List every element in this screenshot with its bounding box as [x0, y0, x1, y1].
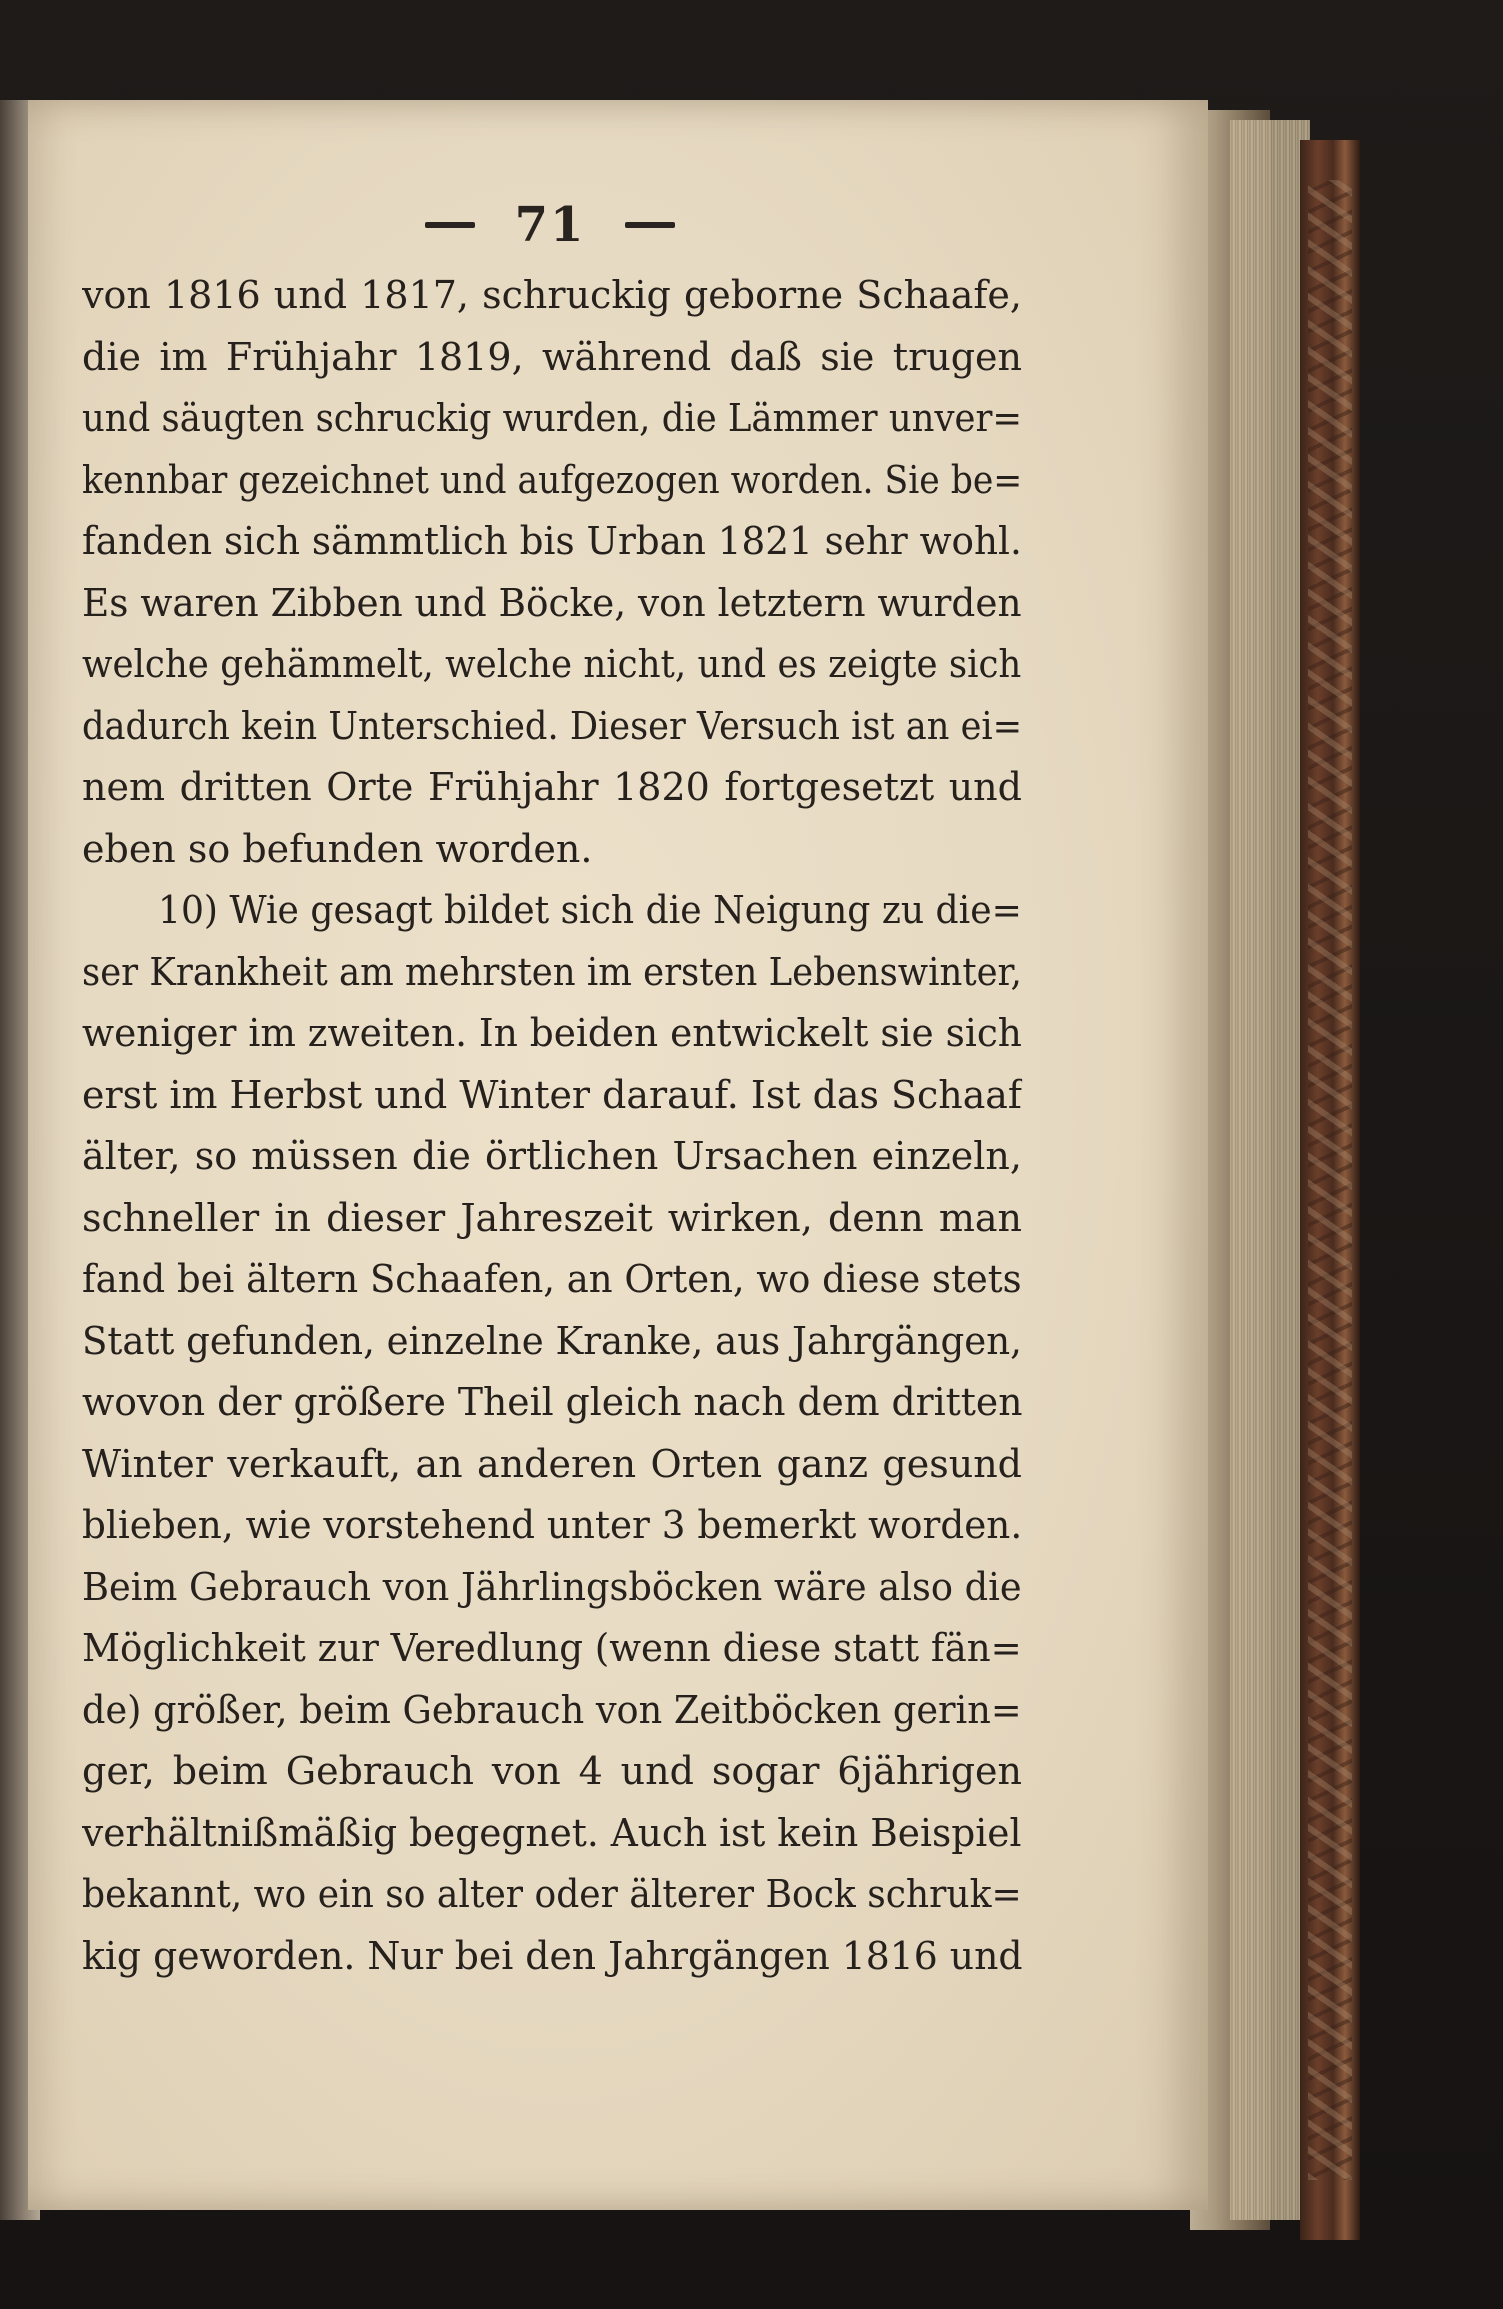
- text-line: Möglichkeit zur Veredlung (wenn diese statt fän=: [82, 1626, 1022, 1670]
- text-line: kennbar gezeichnet und aufgezogen worden. Sie be=: [82, 457, 1023, 502]
- text-line: kig geworden. Nur bei den Jahrgängen 1816 und: [82, 1933, 1023, 1978]
- text-line: eben so befunden worden.: [82, 826, 593, 871]
- text-line: ser Krankheit am mehrsten im ersten Lebenswinter,: [82, 949, 1022, 994]
- text-line: fanden sich sämmtlich bis Urban 1821 sehr wohl.: [82, 519, 1022, 563]
- page-number: 71: [514, 197, 586, 253]
- text-line: de) größer, beim Gebrauch von Zeitböcken gerin=: [82, 1687, 1022, 1732]
- text-line: von 1816 und 1817, schruckig geborne Schaafe,: [82, 273, 1022, 317]
- text-line: bekannt, wo ein so alter oder älterer Bock schruk=: [82, 1872, 1022, 1916]
- page-header: [400, 195, 700, 255]
- text-line: schneller in dieser Jahreszeit wirken, denn man: [82, 1195, 1022, 1240]
- page-edges: [1230, 120, 1310, 2220]
- text-line: nem dritten Orte Frühjahr 1820 fortgesetzt und: [82, 765, 1022, 809]
- text-line: wovon der größere Theil gleich nach dem dritten: [82, 1380, 1023, 1424]
- marbled-cover-pattern: [1308, 180, 1352, 2180]
- text-line: erst im Herbst und Winter darauf. Ist das Schaaf: [82, 1072, 1022, 1117]
- text-line: Winter verkauft, an anderen Orten ganz gesund: [82, 1441, 1022, 1486]
- header-dash-left: [425, 222, 475, 228]
- text-line: blieben, wie vorstehend unter 3 bemerkt worden.: [82, 1503, 1022, 1547]
- text-line: Es waren Zibben und Böcke, von letztern wurden: [82, 580, 1022, 625]
- header-dash-right: [625, 222, 675, 228]
- text-line: ger, beim Gebrauch von 4 und sogar 6jährigen: [82, 1749, 1022, 1793]
- text-line-paragraph-start: 10) Wie gesagt bildet sich die Neigung zu die=: [158, 888, 1022, 932]
- text-line: fand bei ältern Schaafen, an Orten, wo diese stets: [82, 1257, 1022, 1301]
- text-line: Beim Gebrauch von Jährlingsböcken wäre also die: [82, 1564, 1022, 1609]
- text-line: die im Frühjahr 1819, während daß sie trugen: [82, 334, 1022, 379]
- text-line: älter, so müssen die örtlichen Ursachen einzeln,: [82, 1134, 1022, 1178]
- text-line: weniger im zweiten. In beiden entwickelt sie sich: [82, 1011, 1022, 1055]
- text-line: dadurch kein Unterschied. Dieser Versuch ist an ei=: [82, 703, 1022, 748]
- page-body-text: [82, 265, 1022, 1987]
- text-line: und säugten schruckig wurden, die Lämmer unver=: [82, 396, 1023, 440]
- text-line: welche gehämmelt, welche nicht, und es zeigte sich: [82, 642, 1022, 686]
- text-line: Statt gefunden, einzelne Kranke, aus Jahrgängen,: [82, 1318, 1022, 1363]
- text-line: verhältnißmäßig begegnet. Auch ist kein Beispiel: [82, 1810, 1022, 1855]
